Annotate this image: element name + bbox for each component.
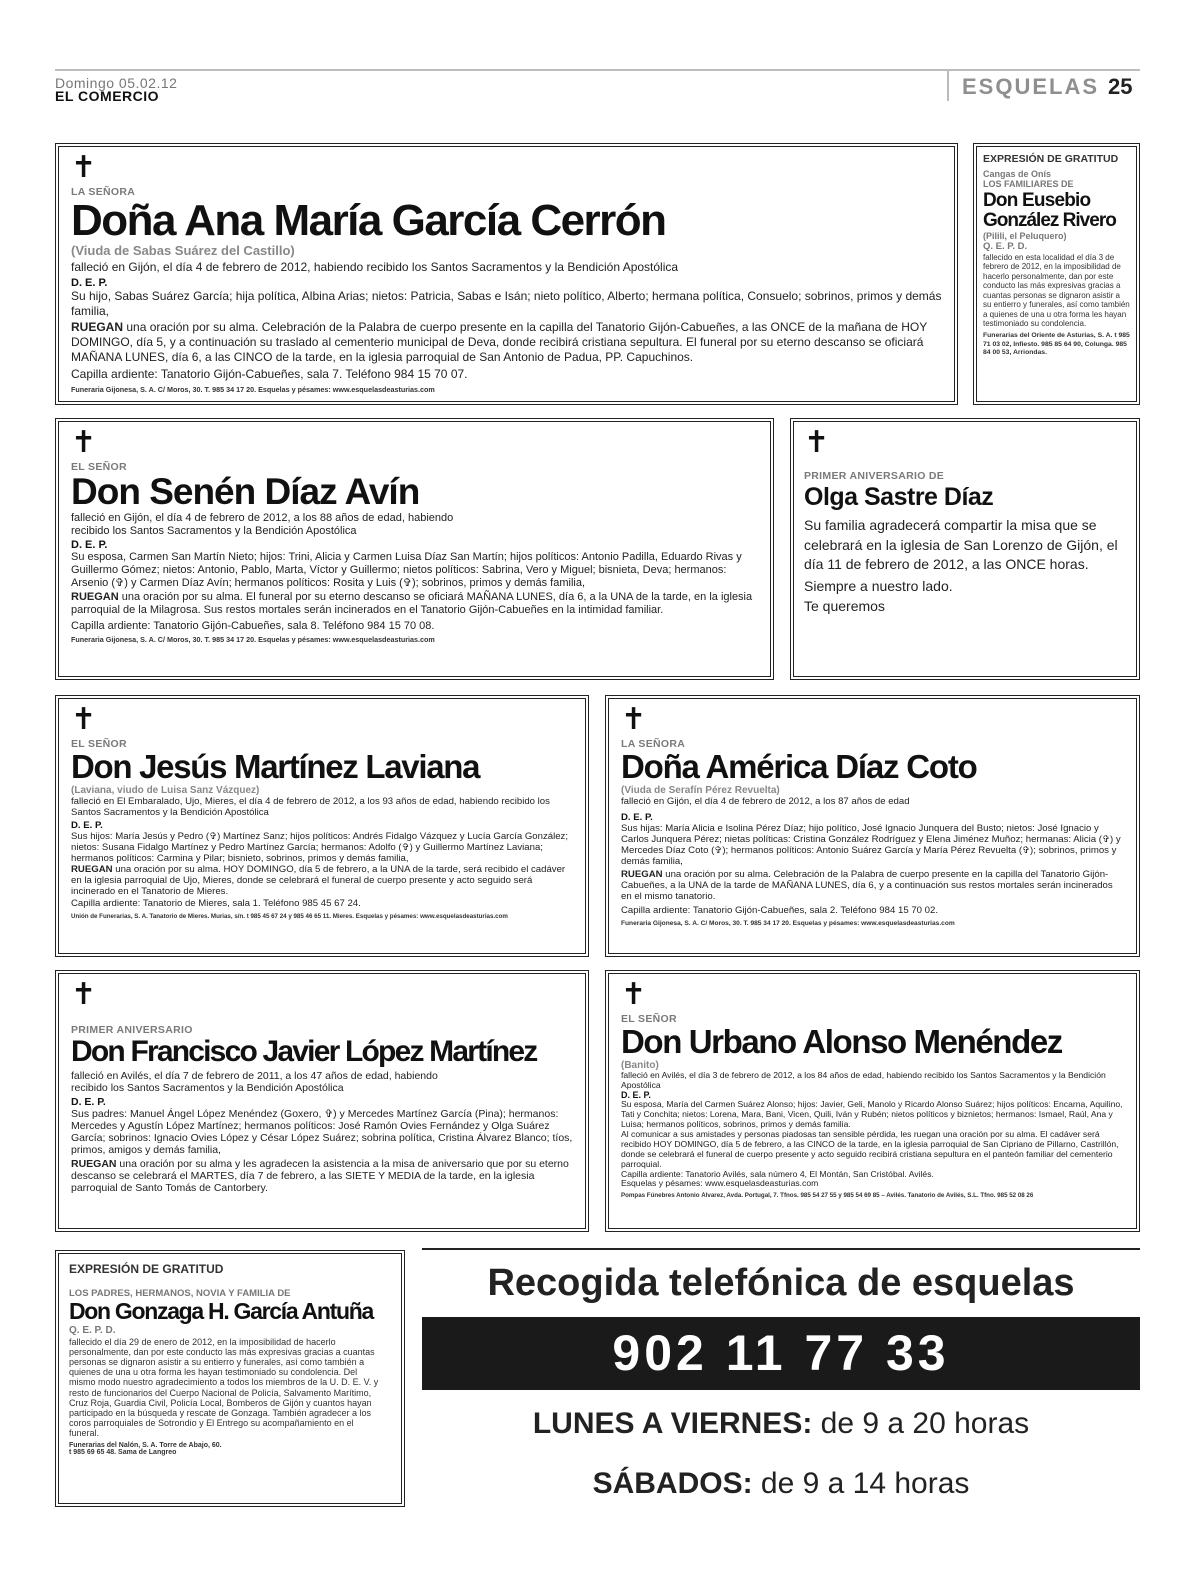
obituary-dep: D. E. P. — [71, 277, 108, 290]
obituary-subtitle: (Banito) — [621, 1059, 659, 1071]
anniversary-line-3: Te queremos — [804, 598, 885, 615]
cross-icon: ✝ — [71, 150, 97, 185]
anniversary-name: Olga Sastre Díaz — [804, 483, 994, 511]
cross-icon: ✝ — [621, 702, 647, 737]
obituary-prefix: EL SEÑOR — [71, 461, 127, 473]
obituary-dep: D. E. P. — [71, 538, 108, 551]
gratitude-heading: EXPRESIÓN DE GRATITUD — [983, 153, 1119, 165]
ad-weekday-hours — [422, 1407, 1140, 1441]
obituary-death-notice: falleció en El Embaralado, Ujo, Mieres, el día 4 de febrero de 2012, a los 93 años de edad, habiendo recibido los Santos Sacramentos y la Bendición Apostólica — [71, 795, 550, 818]
gratitude-familiares: LOS PADRES, HERMANOS, NOVIA Y FAMILIA DE — [69, 1288, 291, 1299]
obituary-name: Don Francisco Javier López Martínez — [71, 1035, 537, 1068]
obituary-ruegan — [71, 320, 942, 364]
ruegan-label: RUEGAN — [71, 863, 113, 875]
obituary-dep: D. E. P. — [71, 1095, 106, 1108]
ruegan-text: una oración por su alma y les agradecen la asistencia a la misa de aniversario que por su eterno descanso se celebrará el MARTES, día 7 de febrero, a las SIETE Y MEDIA de la tarde, en la iglesia parroquial de Santo Tomás de Cantorbery. — [71, 1157, 569, 1194]
obituary-funeral-home: Funeraria Gijonesa, S. A. C/ Moros, 30. T. 985 34 17 20. Esquelas y pésames: www.esquelasdeasturias.com — [71, 635, 435, 645]
ad-weekday-time: de 9 a 20 horas — [812, 1407, 1030, 1440]
obituary-capilla: Capilla ardiente: Tanatorio Gijón-Cabueñes, sala 7. Teléfono 984 15 70 07. — [71, 367, 468, 382]
newspaper-name: EL COMERCIO — [55, 88, 160, 104]
obituary-capilla: Capilla ardiente: Tanatorio Avilés, sala número 4, El Montán, San Cristóbal. Avilés. — [621, 1168, 934, 1179]
gratitude-text: fallecido en esta localidad el día 3 de febrero de 2012, en la imposibilidad de hacerlo personalmente, dan por este conducto las más expresivas gracias a cuantas personas se dignaron asistir a su entierro y funerales, así como también a quienes de una u otra forma les hayan testimoniado su condolencia. — [983, 252, 1130, 328]
ad-weekday-label: LUNES A VIERNES: — [532, 1407, 813, 1440]
gratitude-name-line1: Don Eusebio — [983, 190, 1091, 211]
obituary-subtitle: (Laviana, viudo de Luisa Sanz Vázquez) — [71, 784, 260, 796]
obituary-esquelas: Esquelas y pésames: www.esquelasdeasturias.com — [621, 1178, 819, 1189]
ruegan-text: una oración por su alma. Celebración de la Palabra de cuerpo presente en la capilla del Tanatorio Gijón-Cabueñes, a las ONCE de la mañana de HOY DOMINGO, día 5, y a continuación su traslado al cementerio municipal de Deva, donde recibirá cristiana sepultura. El funeral por su eterno descanso se oficiará MAÑANA LUNES, día 6, a las CINCO de la tarde, en la iglesia parroquial de San Antonio de Padua, PP. Capuchinos. — [71, 320, 928, 364]
ad-saturday-time: de 9 a 14 horas — [752, 1467, 970, 1500]
obituary-family: Su hijo, Sabas Suárez García; hija política, Albina Arias; nietos: Patricia, Sabas e Isán; nieto político, Alberto; hermana política, Consuelo; sobrinos, primos y demás familia, — [71, 289, 942, 318]
obituary-family: Sus hijos: María Jesús y Pedro (✞) Martínez Sanz; hijos políticos: Andrés Fidalgo Vázquez y Lucía García González; nietos: Susana Fidalgo Martínez y Pedro Martínez García; hermanos: Adolfo (✞) y Guillermo Martínez Laviana; hermanos políticos: Carmina y Pilar; bisnieto, sobrinos, primos y demás familia, — [71, 830, 569, 864]
ruegan-label: RUEGAN — [71, 590, 119, 603]
obituary-death-notice: falleció en Gijón, el día 4 de febrero de 2012, a los 88 años de edad, habiendo recibido los Santos Sacramentos y la Bendición Apostólica — [71, 511, 454, 538]
ruegan-label: RUEGAN — [621, 868, 663, 880]
obituary-name: Don Urbano Alonso Menéndez — [621, 1023, 1062, 1060]
ruegan-text: una oración por su alma. El funeral por su eterno descanso se oficiará MAÑANA LUNES, día 6, a la UNA de la tarde, en la iglesia parroquial de la Milagrosa. Sus restos mortales serán incinerados en el Tanatorio Gijón-Cabueñes en la intimidad familiar. — [71, 590, 753, 617]
gratitude-eusebio-gonzalez-rivero — [973, 143, 1140, 405]
cross-icon: ✝ — [71, 977, 97, 1012]
header-separator — [947, 71, 949, 101]
obituary-name: Doña América Díaz Coto — [621, 748, 977, 785]
header-rule — [55, 69, 1140, 71]
gratitude-place: Cangas de Onís — [983, 169, 1052, 179]
gratitude-text: fallecido el día 29 de enero de 2012, en la imposibilidad de hacerlo personalmente, dan por este conducto las más expresivas gracias a cuantas personas se dignaron asistir a su entierro y funerales, así como también a quienes de una u otra forma les hayan testimoniado su condolencia. Del mismo modo nuestro agradecimiento a todos los miembros de la U. D. E. V. y resto de funcionarios del Cuerpo Nacional de Policía, Salvamento Marítimo, Cruz Roja, Guardia Civil, Policía Local, Bomberos de Gijón y cuantos hayan participado en la búsqueda y rescate de Gonzaga. También agradecer a los coros parroquiales de Sotrondio y El Entrego su acompañamiento en el funeral. — [69, 1337, 379, 1438]
section-title: ESQUELAS — [962, 74, 1100, 99]
obituary-prefix: EL SEÑOR — [71, 738, 127, 750]
obituary-funeral-home: Unión de Funerarias, S. A. Tanatorio de Mieres. Murias, s/n. t 985 45 67 24 y 985 46 65 11. Mieres. Esquelas y pésames: www.esquelasdeasturias.com — [71, 912, 508, 920]
obituary-ruegan — [71, 1158, 573, 1194]
obituary-prefix: LA SEÑORA — [71, 186, 136, 198]
obituary-family: Sus hijas: María Alicia e Isolina Pérez Díaz; hijo político, José Ignacio Junquera del Busto; nietos: José Ignacio y Carlos Junquera Pérez; nietas políticas: Cristina González Rodríguez y Elena Jiménez Muñoz; hermanas: Alicia (✞) y Mercedes Díaz Coto (✞); hermanos políticos: Antonio Suárez García y María Pérez Revuelta (✞); sobrinos, primos y demás familia, — [621, 822, 1121, 867]
ad-saturday-hours — [422, 1467, 1140, 1501]
obituary-death-notice: falleció en Gijón, el día 4 de febrero de 2012, a los 87 años de edad — [621, 795, 910, 807]
cross-icon: ✝ — [804, 425, 830, 460]
obituary-dep: D. E. P. — [621, 1090, 651, 1101]
gratitude-funeral-home: Funerarias del Oriente de Asturias, S. A. t 985 71 03 02, Infiesto. 985 85 64 90, Colunga. 985 84 00 53, Arriondas. — [983, 332, 1130, 356]
obituary-jesus-martinez-laviana — [55, 695, 589, 957]
obituary-name: Don Jesús Martínez Laviana — [71, 748, 480, 785]
obituary-text: Al comunicar a sus amistades y personas piadosas tan sensible pérdida, les ruegan una oración por su alma. El cadáver será recibido HOY DOMINGO, día 5 de febrero, a las CINCO de la tarde, en la iglesia parroquial de San Cipriano de Pillarno, Castrillón, donde se celebrará el funeral de cuerpo presente y acto seguido recibirá cristiana sepultura en el panteón familiar del cementerio parroquial. — [621, 1129, 1119, 1169]
obituary-funeral-home: Funeraria Gijonesa, S. A. C/ Moros, 30. T. 985 34 17 20. Esquelas y pésames: www.esquelasdeasturias.com — [621, 919, 955, 927]
anniversary-line-2: Siempre a nuestro lado. — [804, 578, 953, 595]
anniversary-prefix: PRIMER ANIVERSARIO DE — [804, 470, 945, 482]
ad-rule — [422, 1248, 1140, 1250]
obituary-capilla: Capilla ardiente: Tanatorio Gijón-Cabueñes, sala 2. Teléfono 984 15 70 02. — [621, 904, 938, 916]
ruegan-label: RUEGAN — [71, 1157, 117, 1170]
obituary-prefix: PRIMER ANIVERSARIO — [71, 1024, 193, 1036]
ruegan-text: una oración por su alma. Celebración de la Palabra de cuerpo presente en la capilla del Tanatorio Gijón-Cabueñes, a la UNA de la tarde de MAÑANA LUNES, día 6, y a continuación sus restos mortales serán incinerados en el mismo tanatorio. — [621, 868, 1113, 902]
obituary-senen-diaz-avin — [55, 418, 774, 680]
obituary-family: Sus padres: Manuel Ángel López Menéndez (Goxero, ✞) y Mercedes Martínez García (Pina); hermanos: Mercedes y Agustín López Martínez; hermanos políticos: José Ramón Ovies Fernández y Olga Suárez García; sobrinos: Ignacio Ovies López y César López Suárez; sobrina política, Cristina Álvarez Blanco; tíos, primos, amigos y demás familia, — [71, 1107, 573, 1156]
gratitude-qepd: Q. E. P. D. — [69, 1325, 116, 1337]
cross-icon: ✝ — [621, 977, 647, 1012]
gratitude-name: Don Gonzaga H. García Antuña — [69, 1298, 373, 1324]
anniversary-text: Su familia agradecerá compartir la misa que se celebrará en la iglesia de San Lorenzo de Gijón, el día 11 de febrero de 2012, a las ONCE horas. — [804, 517, 1118, 572]
obituary-family: Su esposa, María del Carmen Suárez Alonso; hijos: Javier, Geli, Manolo y Ricardo Alonso Suárez; hijos políticos: Encarna, Aquilino, Tati y Conchita; nietos: Lorena, Mara, Bani, Vicen, Quili, Iván y Rubén; nietos políticos y biznietos; hermanos: Ismael, Raúl, Ana y Luisa; hermanos políticos, sobrinos, primos y demás familia. — [621, 1099, 1123, 1130]
gratitude-name-line2: González Rivero — [983, 209, 1116, 231]
gratitude-subtitle: (Pilili, el Peluquero) — [983, 230, 1067, 241]
obituary-america-diaz-coto — [605, 695, 1140, 957]
anniversary-olga-sastre-diaz — [790, 418, 1140, 680]
gratitude-familiares: LOS FAMILIARES DE — [983, 179, 1074, 189]
ad-title: Recogida telefónica de esquelas — [487, 1262, 1075, 1304]
obituary-capilla: Capilla ardiente: Tanatorio Gijón-Cabueñes, sala 8. Teléfono 984 15 70 08. — [71, 619, 435, 632]
gratitude-funeral-home-2: t 985 69 65 48. Sama de Langreo — [69, 1448, 177, 1456]
obituary-prefix: EL SEÑOR — [621, 1013, 677, 1025]
obituary-prefix: LA SEÑORA — [621, 738, 686, 750]
obituary-name: Don Senén Díaz Avín — [71, 471, 420, 512]
obituary-subtitle: (Viuda de Serafín Pérez Revuelta) — [621, 784, 780, 796]
gratitude-gonzaga-garcia-antuna — [55, 1250, 405, 1507]
obituary-ruegan — [71, 864, 573, 897]
gratitude-qepd: Q. E. P. D. — [983, 240, 1028, 252]
ruegan-text: una oración por su alma. HOY DOMINGO, día 5 de febrero, a la UNA de la tarde, será recibido el cadáver en la iglesia parroquial de Ujo, Mieres, donde se celebrará el funeral de cuerpo presente y acto seguido será incinerado en el Tanatorio de Mieres. — [71, 863, 566, 897]
obituary-death-notice: falleció en Avilés, el día 3 de febrero de 2012, a los 84 años de edad, habiendo recibido los Santos Sacramentos y la Bendición Apostólica — [621, 1069, 1106, 1090]
obituary-name: Doña Ana María García Cerrón — [71, 196, 666, 245]
obituary-subtitle: (Viuda de Sabas Suárez del Castillo) — [71, 243, 295, 259]
ad-saturday-label: SÁBADOS: — [592, 1467, 753, 1500]
obituary-ruegan — [621, 869, 1124, 902]
obituary-funeral-home: Funeraria Gijonesa, S. A. C/ Moros, 30. T. 985 34 17 20. Esquelas y pésames: www.esquelasdeasturias.com — [71, 384, 435, 394]
obituary-funeral-home: Pompas Fúnebres Antonio Álvarez, Avda. Portugal, 7. Tfnos. 985 54 27 55 y 985 54 69 85 – Avilés. Tanatorio de Avilés, S.L. Tfno. 985 52 08 26 — [621, 1192, 1034, 1200]
anniversary-francisco-javier-lopez-martinez — [55, 970, 589, 1232]
ruegan-label: RUEGAN — [71, 320, 124, 335]
obituary-capilla: Capilla ardiente: Tanatorio de Mieres, sala 1. Teléfono 985 45 67 24. — [71, 897, 361, 909]
obituary-death-notice: falleció en Avilés, el día 7 de febrero de 2011, a los 47 años de edad, habiendo recibido los Santos Sacramentos y la Bendición Apostólica — [71, 1069, 438, 1094]
gratitude-heading: EXPRESIÓN DE GRATITUD — [69, 1262, 224, 1276]
obituary-death-notice: falleció en Gijón, el día 4 de febrero de 2012, habiendo recibido los Santos Sacramentos y la Bendición Apostólica — [71, 260, 679, 275]
ad-phone-number: 902 11 77 33 — [422, 1317, 1140, 1390]
cross-icon: ✝ — [71, 425, 97, 460]
obituary-ruegan — [71, 591, 758, 618]
obituary-family: Su esposa, Carmen San Martín Nieto; hijos: Trini, Alicia y Carmen Luisa Díaz San Martín; hijos políticos: Antonio Padilla, Eduardo Rivas y Guillermo Gómez; nietos: Antonio, Pablo, Marta, Víctor y Guillermo; nietos políticos: Sabrina, Vero y Miguel; bisnieta, Deva; hermanos: Arsenio (✞) y Carmen Díaz Avín; hermanos políticos: Rosita y Luis (✞); sobrinos, primos y demás familia, — [71, 550, 742, 590]
obituary-ana-garcia-cerron — [55, 143, 958, 405]
issue-date: Domingo 05.02.12 — [55, 75, 178, 91]
cross-icon: ✝ — [71, 702, 97, 737]
obituary-urbano-alonso-menendez — [605, 970, 1140, 1232]
page-number: 25 — [1108, 74, 1133, 99]
obituary-dep: D. E. P. — [621, 811, 653, 823]
obituary-dep: D. E. P. — [71, 819, 103, 831]
gratitude-funeral-home-1: Funerarias del Nalón, S. A. Torre de Abajo, 60. — [69, 1441, 222, 1449]
